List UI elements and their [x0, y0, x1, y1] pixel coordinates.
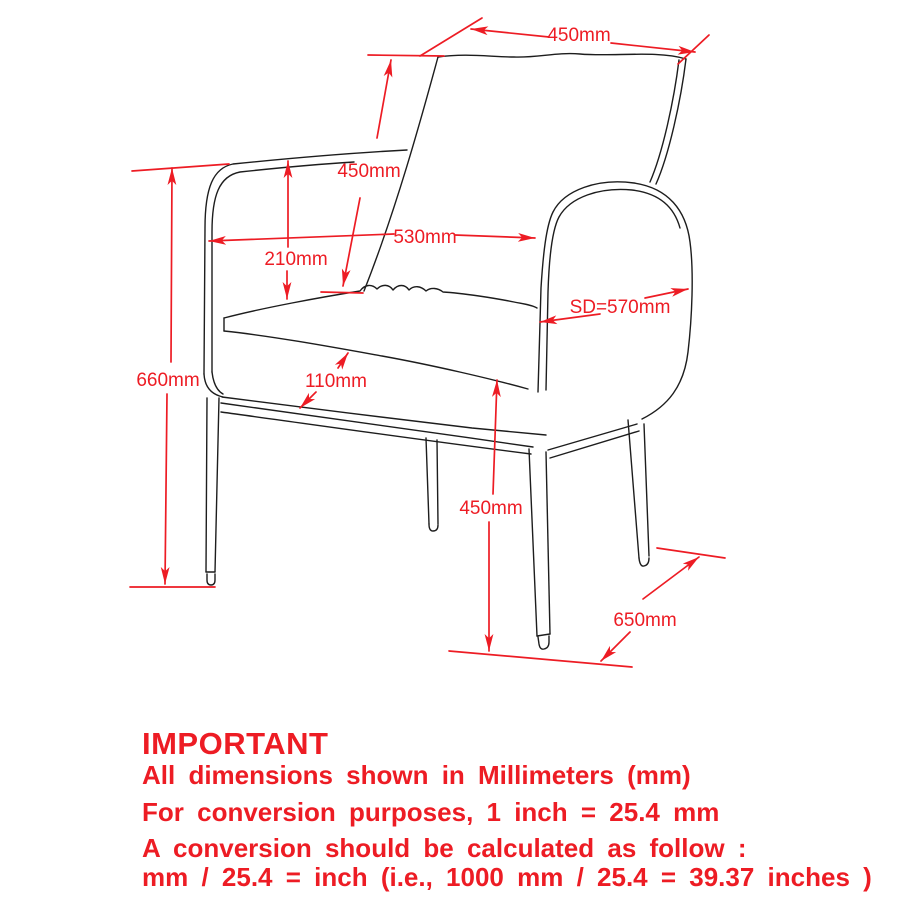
right-arm-piping	[546, 189, 680, 390]
backrest-cushion	[364, 54, 686, 291]
backrest-right-edge-outer	[656, 59, 686, 184]
rear-left-leg-foot	[429, 524, 438, 531]
label-seat-depth: SD=570mm	[569, 297, 671, 318]
seat-top-edge-tufted	[224, 285, 537, 318]
dim-back-top-width-ext-left	[420, 18, 482, 56]
front-left-leg-outer	[206, 398, 207, 572]
dim-overall-depth-arrow-up	[643, 557, 699, 599]
dim-overall-height-tick-top	[132, 164, 229, 171]
seat-front-rim	[224, 331, 528, 389]
notes-line-conversion-formula: mm / 25.4 = inch (i.e., 1000 mm / 25.4 = 39.37 inches )	[142, 862, 872, 892]
dim-back-height-arrow-up	[377, 60, 391, 138]
dimension-lines	[130, 18, 725, 667]
front-right-leg-inner	[546, 452, 550, 634]
notes-line-conversion-note: A conversion should be calculated as follow :	[142, 833, 747, 863]
rear-right-leg-foot	[639, 558, 649, 566]
label-cushion-thickness: 110mm	[305, 371, 367, 392]
frame-front-bottom	[221, 412, 531, 454]
left-armrest	[204, 150, 407, 397]
front-right-leg-joint	[537, 634, 550, 636]
dim-cushion-arrow-down	[300, 392, 316, 408]
dim-overall-height-arrow-up	[171, 168, 172, 362]
front-left-leg-inner	[215, 398, 219, 572]
label-back-top-width: 450mm	[547, 25, 611, 46]
frame-side-top	[548, 424, 637, 450]
seat-frame	[221, 403, 639, 458]
dim-back-height-arrow-down	[343, 198, 360, 286]
seat-bottom-edge	[222, 397, 546, 435]
dim-back-top-width-arrow-left	[471, 29, 549, 37]
rear-right-leg	[628, 420, 649, 566]
front-right-leg-outer	[529, 449, 537, 636]
front-right-leg	[529, 449, 550, 649]
frame-side-bottom	[550, 431, 639, 458]
label-seat-to-armrest: 210mm	[264, 249, 328, 270]
dim-overall-height-arrow-down	[165, 394, 167, 584]
rear-right-leg-inner	[644, 424, 649, 556]
dimension-labels	[136, 25, 676, 631]
rear-left-leg	[426, 438, 438, 531]
label-seat-width: 530mm	[393, 227, 457, 248]
dim-back-height-tick-top	[368, 55, 444, 56]
notes-heading: IMPORTANT	[142, 726, 329, 761]
dim-seat-width-arrow-left	[209, 234, 394, 241]
dim-overall-depth-ext-rear	[657, 548, 725, 558]
front-left-leg	[206, 398, 219, 585]
dim-back-top-width-arrow-right	[611, 43, 695, 52]
label-back-height: 450mm	[337, 161, 401, 182]
dim-overall-depth-arrow-down	[601, 632, 630, 661]
backrest-top-edge	[438, 54, 686, 59]
frame-front-top	[221, 403, 533, 447]
dim-back-height-tick-bottom	[321, 292, 363, 293]
rear-right-leg-outer	[628, 420, 639, 558]
left-arm-bottom-inner	[212, 372, 223, 394]
rear-left-leg-inner	[437, 440, 438, 524]
label-overall-depth: 650mm	[613, 610, 677, 631]
label-overall-height: 660mm	[136, 370, 200, 391]
notes-line-conversion-factor: For conversion purposes, 1 inch = 25.4 mm	[142, 797, 720, 827]
floor-reference-line	[449, 651, 632, 667]
front-right-leg-foot	[538, 636, 549, 649]
armchair-line-art	[204, 54, 692, 650]
dim-seat-width-arrow-right	[455, 235, 535, 238]
seat-cushion	[222, 285, 546, 435]
dim-back-top-width-ext-right	[678, 35, 709, 64]
dim-seat-height-arrow-up	[493, 380, 497, 494]
dim-cushion-arrow-up	[338, 353, 348, 368]
label-seat-height: 450mm	[459, 498, 523, 519]
front-left-leg-foot	[207, 574, 215, 585]
rear-left-leg-outer	[426, 438, 429, 524]
notes-line-units: All dimensions shown in Millimeters (mm)	[142, 760, 691, 790]
